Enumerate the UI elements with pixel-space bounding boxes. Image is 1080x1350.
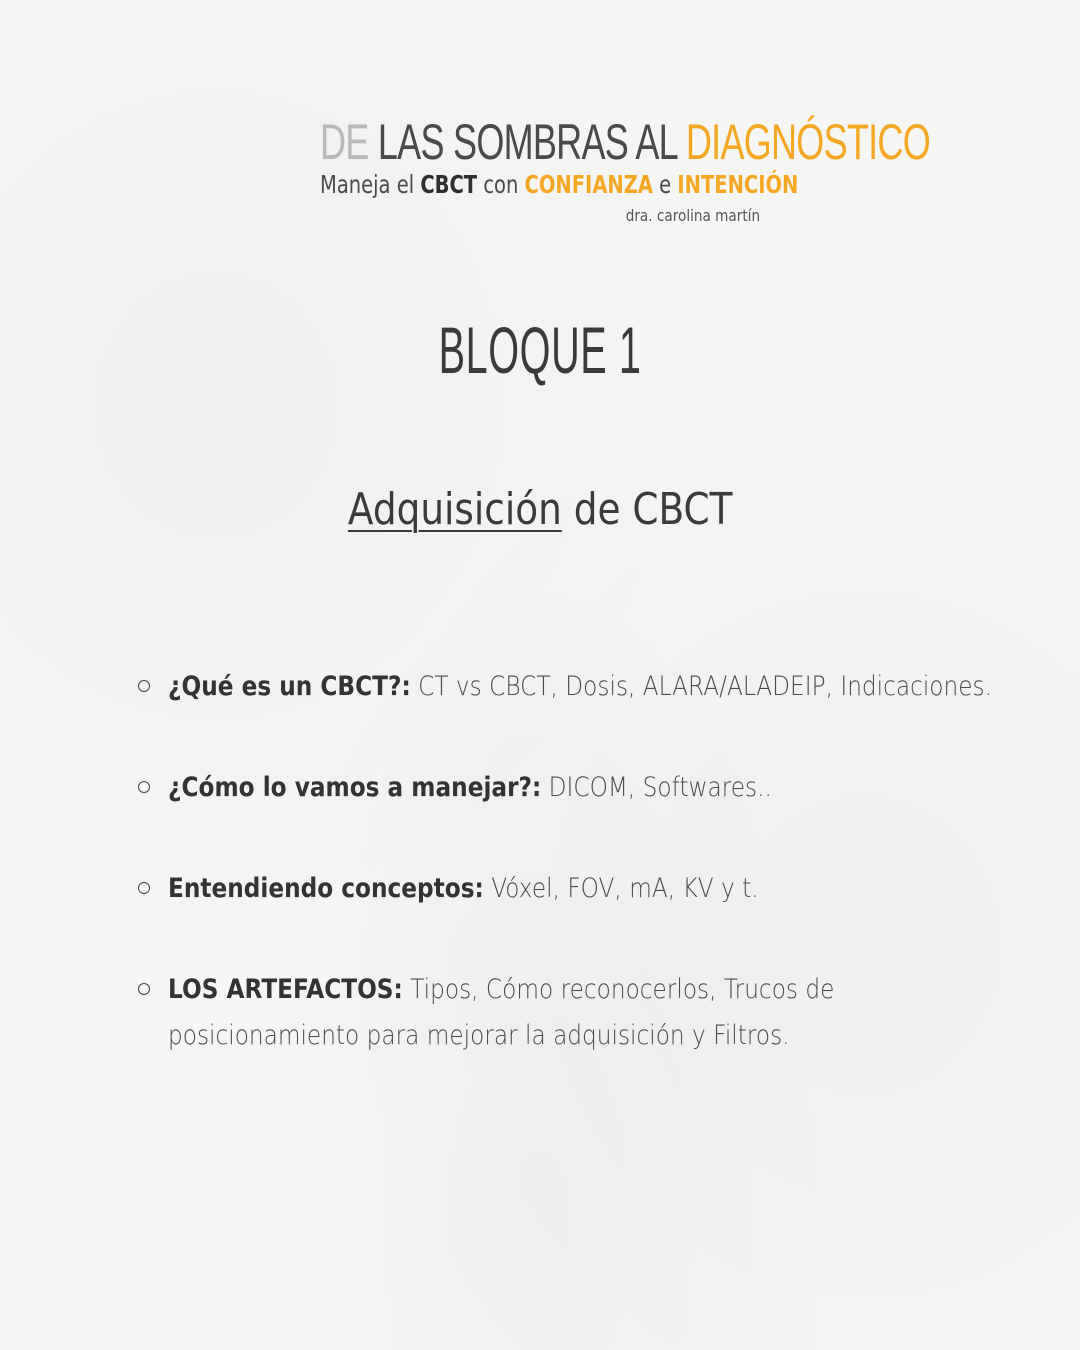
- subtitle-cbct: CBCT: [420, 170, 478, 199]
- section-title-inner: [348, 484, 733, 535]
- block-title: [0, 312, 1080, 388]
- topic-label: ¿Cómo lo vamos a manejar?:: [168, 772, 542, 803]
- topic-description: DICOM, Softwares..: [548, 772, 772, 803]
- list-item: [138, 664, 998, 710]
- block-title-text: BLOQUE 1: [438, 313, 642, 387]
- list-item: [138, 967, 998, 1059]
- section-title-rest: de CBCT: [573, 484, 733, 535]
- circle-bullet-icon: [138, 781, 150, 793]
- topic-content: [168, 765, 994, 811]
- subtitle-word: con: [483, 170, 519, 199]
- circle-bullet-icon: [138, 680, 150, 692]
- subtitle-intencion: INTENCIÓN: [677, 170, 799, 199]
- topic-description: CT vs CBCT, Dosis, ALARA/ALADEIP, Indicaciones.: [418, 671, 993, 702]
- brand-title: [320, 112, 930, 172]
- brand-title-accent: DIAGNÓSTICO: [685, 114, 930, 170]
- topic-label: ¿Qué es un CBCT?:: [168, 671, 411, 702]
- section-title: [0, 484, 1080, 535]
- section-title-underlined: Adquisición: [347, 484, 562, 535]
- topic-content: [168, 967, 994, 1059]
- circle-bullet-icon: [138, 983, 150, 995]
- subtitle-word: Maneja el: [320, 170, 415, 199]
- brand-title-de: DE: [320, 114, 369, 170]
- topic-content: [168, 664, 994, 710]
- subtitle-word: e: [659, 170, 672, 199]
- list-item: [138, 866, 998, 912]
- topic-description: Tipos, Cómo reconocerlos, Trucos de posicionamiento para mejorar la adquisición y Filtros.: [168, 974, 835, 1051]
- topic-label: LOS ARTEFACTOS:: [168, 974, 403, 1005]
- topic-list: [138, 664, 998, 1114]
- circle-bullet-icon: [138, 882, 150, 894]
- brand-subtitle: [320, 170, 798, 199]
- brand-title-middle: LAS SOMBRAS AL: [377, 114, 677, 170]
- topic-content: [168, 866, 994, 912]
- list-item: [138, 765, 998, 811]
- brand-header: [320, 112, 930, 225]
- subtitle-confianza: CONFIANZA: [524, 170, 653, 199]
- author-name: dra. carolina martín: [625, 206, 760, 225]
- topic-label: Entendiendo conceptos:: [168, 873, 484, 904]
- topic-description: Vóxel, FOV, mA, KV y t.: [491, 873, 759, 904]
